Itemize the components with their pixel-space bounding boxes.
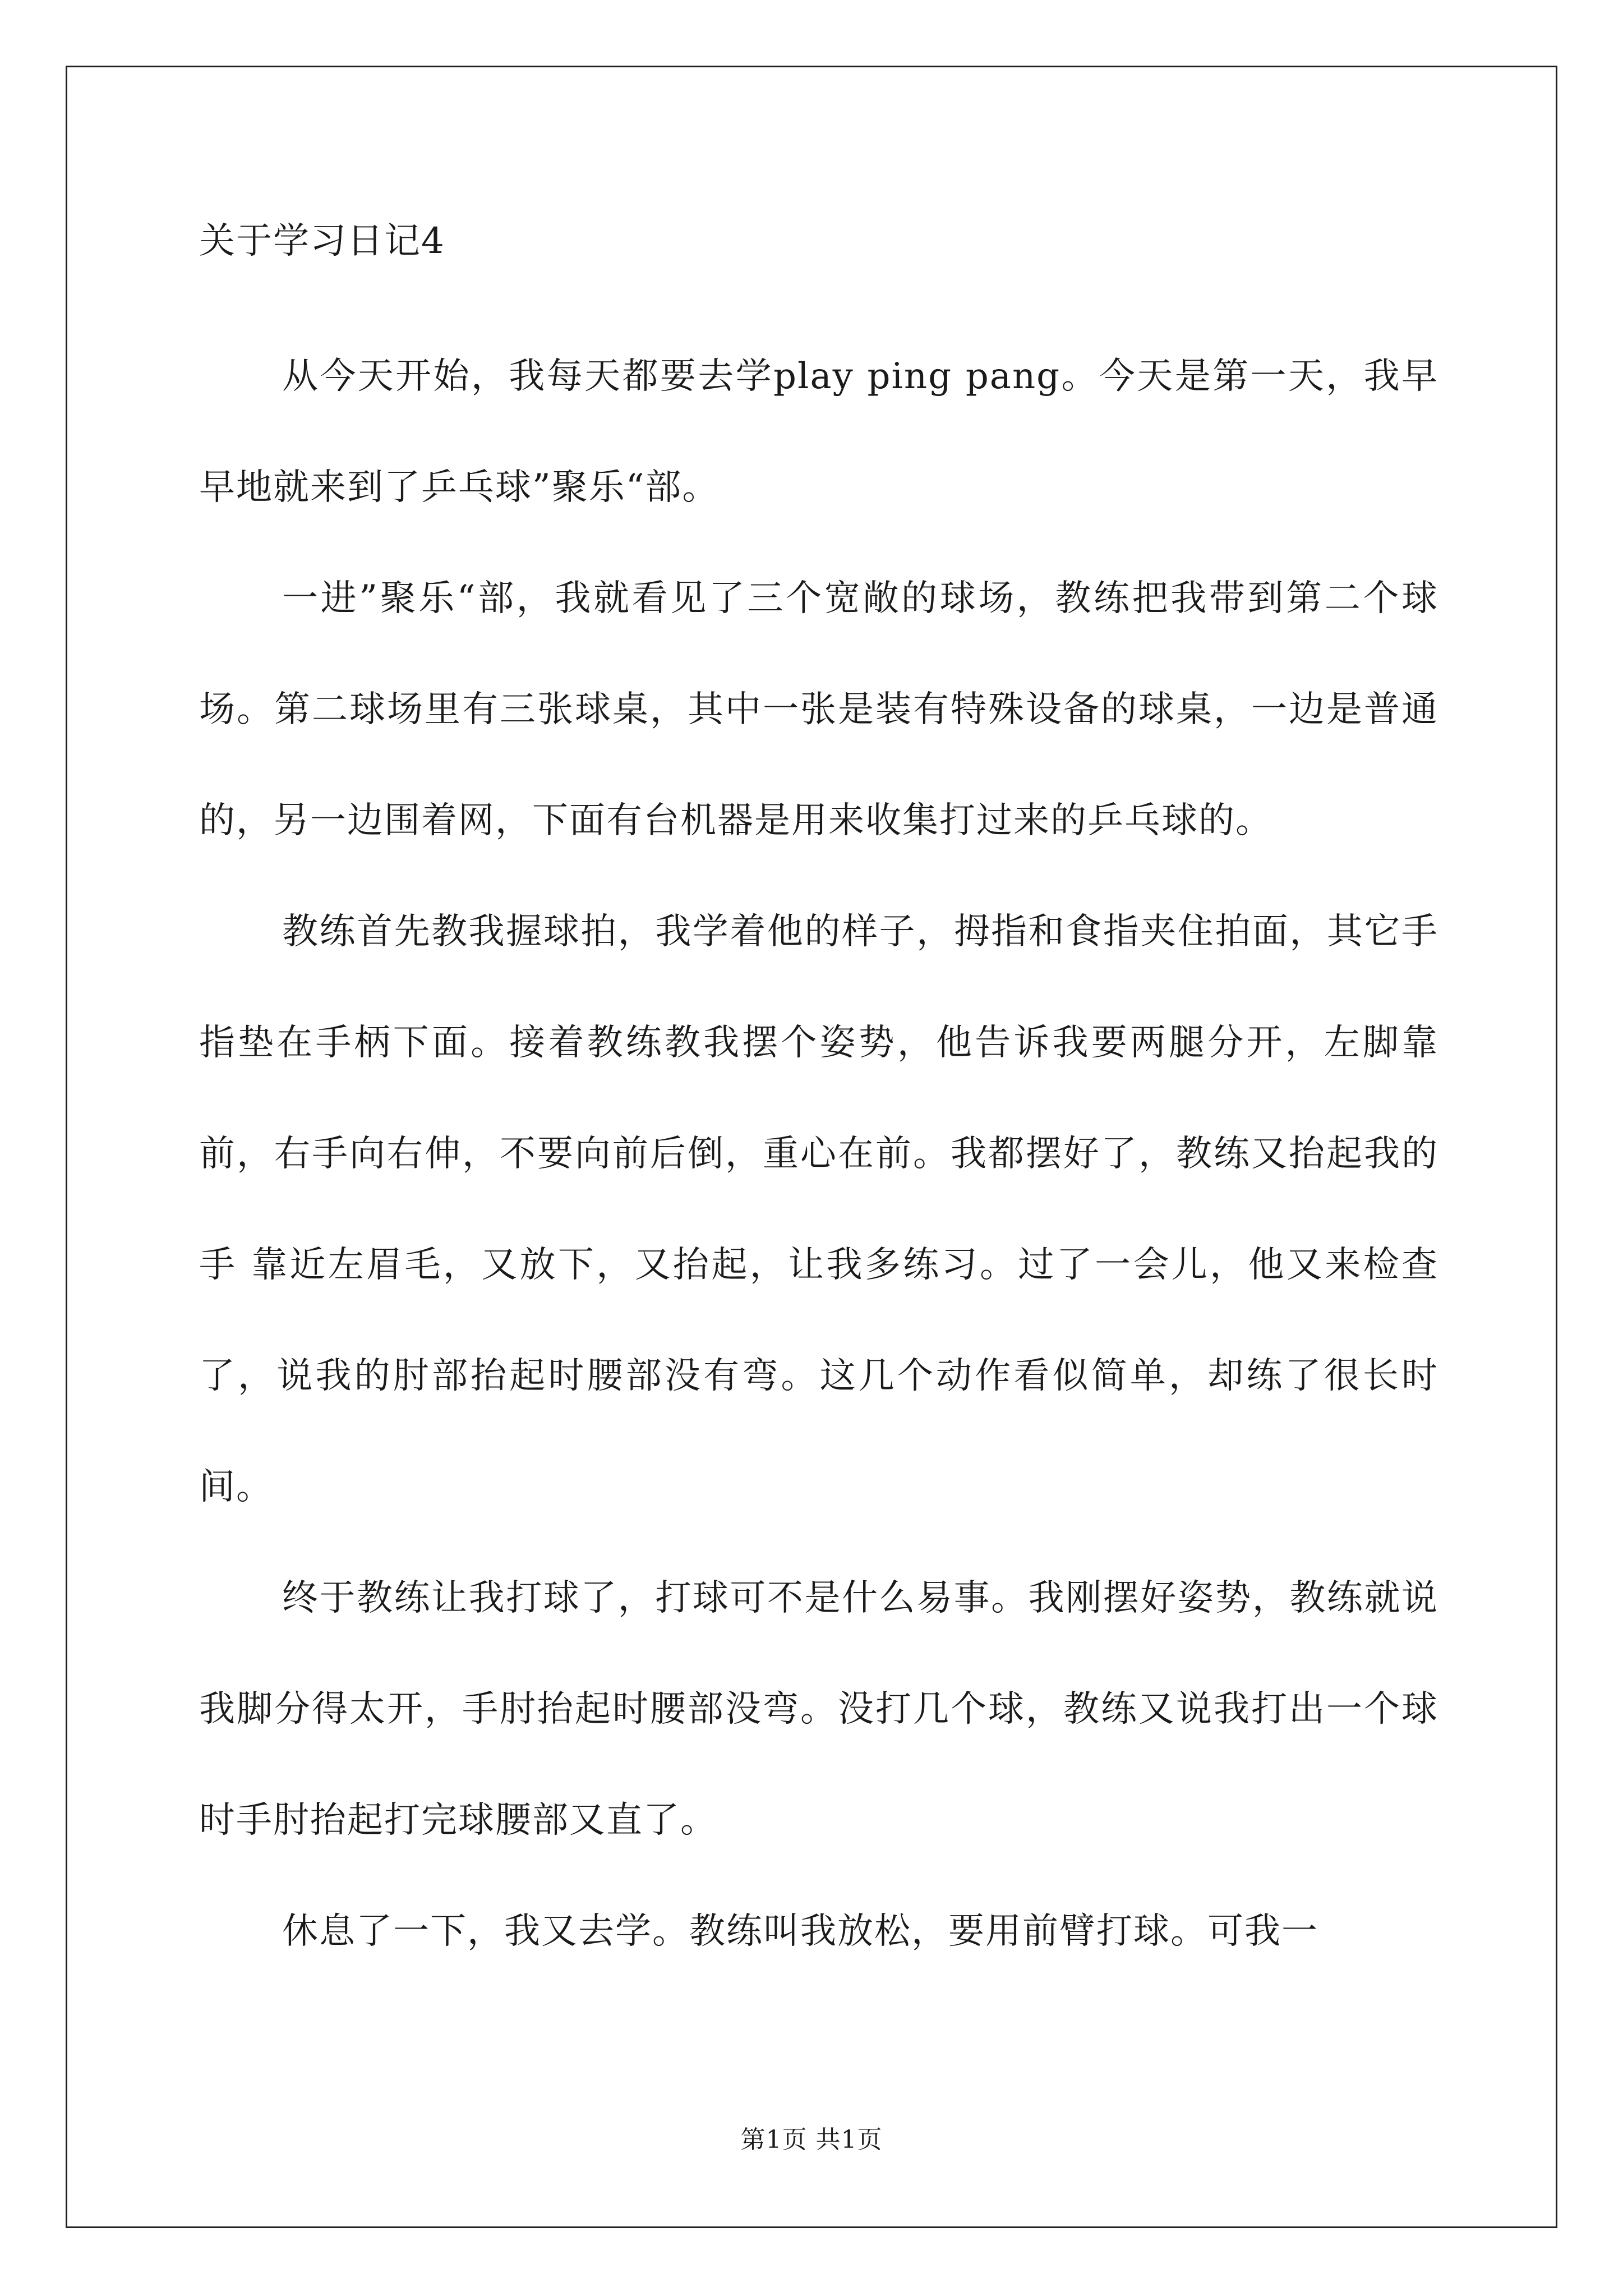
paragraph-3: 教练首先教我握球拍，我学着他的样子，拇指和食指夹住拍面，其它手指垫在手柄下面。接着教练教我摆个姿势，他告诉我要两腿分开，左脚靠前，右手向右伸，不要向前后倒，重心在前。我都摆好了，教练又抬起我的手 靠近左眉毛，又放下，又抬起，让我多练习。过了一会儿，他又来检查了，说我的肘部抬起时腰部没有弯。这几个动作看似简单，却练了很长时间。 <box>199 911 1438 1508</box>
paragraph-2: 一进”聚乐“部，我就看见了三个宽敞的球场，教练把我带到第二个球场。第二球场里有三张球桌，其中一张是装有特殊设备的球桌，一边是普通的，另一边围着网，下面有台机器是用来收集打过来的乒乓球的。 <box>199 578 1438 841</box>
document-body <box>199 213 1438 1987</box>
page-footer: 第1页 共1页 <box>740 2125 883 2154</box>
document-title: 关于学习日记4 <box>199 220 445 262</box>
paragraph-1: 从今天开始，我每天都要去学play ping pang。今天是第一天，我早早地就来到了乒乓球”聚乐“部。 <box>199 356 1438 508</box>
paragraph-4: 终于教练让我打球了，打球可不是什么易事。我刚摆好姿势，教练就说我脚分得太开，手肘抬起时腰部没弯。没打几个球，教练又说我打出一个球时手肘抬起打完球腰部又直了。 <box>199 1577 1438 1841</box>
paragraph-5: 休息了一下，我又去学。教练叫我放松，要用前臂打球。可我一 <box>282 1911 1318 1952</box>
